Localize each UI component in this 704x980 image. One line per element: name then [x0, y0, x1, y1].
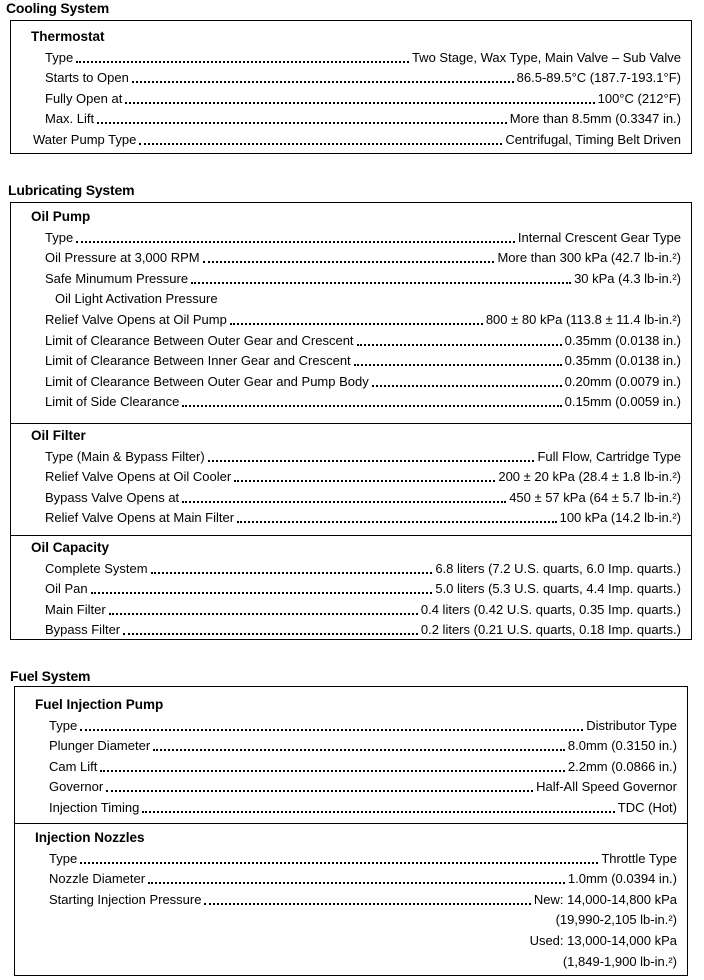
spec-row: [11, 351, 691, 372]
spec-label: Limit of Clearance Between Inner Gear and Crescent: [45, 353, 351, 369]
spec-label: Oil Pan: [45, 581, 88, 597]
spec-value: More than 8.5mm (0.3347 in.): [509, 111, 681, 127]
leader-dots: [182, 405, 561, 407]
spec-label: Bypass Filter: [45, 622, 121, 638]
spec-value: 2.2mm (0.0866 in.): [567, 758, 677, 774]
spec-value: TDC (Hot): [617, 799, 677, 815]
leader-dots: [100, 770, 564, 772]
pressure-continued-text: Used: 13,000-14,000 kPa: [529, 932, 677, 948]
cooling-system-box: [10, 20, 692, 154]
spec-value: 1.0mm (0.0394 in.): [567, 871, 677, 887]
spec-label: Type (Main & Bypass Filter): [45, 448, 205, 464]
spec-value: New: 14,000-14,800 kPa: [533, 891, 677, 907]
spec-value: 0.35mm (0.0138 in.): [564, 353, 681, 369]
leader-dots: [123, 633, 418, 635]
leader-dots: [357, 344, 562, 346]
spec-value: Internal Crescent Gear Type: [517, 229, 681, 245]
spec-value: 0.2 liters (0.21 U.S. quarts, 0.18 Imp. quarts.): [420, 622, 681, 638]
water-pump-label: Water Pump Type: [33, 131, 137, 147]
spec-row: [15, 797, 687, 818]
spec-row: [11, 248, 691, 269]
spec-row: [11, 309, 691, 330]
spec-label: Fully Open at: [45, 90, 123, 106]
spec-value: Full Flow, Cartridge Type: [537, 448, 681, 464]
spec-label: Starting Injection Pressure: [49, 891, 202, 907]
spec-row: [15, 777, 687, 798]
pressure-continued-text: (19,990-2,105 lb-in.²): [555, 912, 677, 928]
injection-nozzles-continued: [15, 910, 687, 972]
pressure-continued-text: (1,849-1,900 lb-in.²): [562, 953, 677, 969]
oil-filter-rows: [11, 446, 691, 528]
fuel-system-box: [14, 686, 688, 976]
oil-pump-section: [11, 203, 691, 423]
injection-pump-section: [15, 687, 687, 823]
spec-value: 6.8 liters (7.2 U.S. quarts, 6.0 Imp. quarts.): [435, 560, 681, 576]
thermostat-rows: [11, 47, 691, 129]
spec-value: 0.15mm (0.0059 in.): [564, 394, 681, 410]
spec-value: 5.0 liters (5.3 U.S. quarts, 4.4 Imp. quarts.): [435, 581, 681, 597]
spec-value: 30 kPa (4.3 lb-in.²): [574, 270, 681, 286]
spec-value: 100 kPa (14.2 lb-in.²): [559, 510, 681, 526]
leader-dots: [204, 903, 530, 905]
spec-value: 86.5-89.5°C (187.7-193.1°F): [516, 70, 681, 86]
spec-row: [11, 227, 691, 248]
spec-row: [11, 392, 691, 413]
leader-dots: [91, 592, 433, 594]
leader-dots: [148, 882, 565, 884]
spec-label: Max. Lift: [45, 111, 95, 127]
spec-row: [11, 467, 691, 488]
spec-row: [11, 109, 691, 130]
spec-row: [11, 620, 691, 641]
spec-value: 0.4 liters (0.42 U.S. quarts, 0.35 Imp. quarts.): [420, 601, 681, 617]
spec-label: Governor: [49, 779, 104, 795]
spec-value: Distributor Type: [586, 717, 677, 733]
leader-dots: [234, 480, 495, 482]
oil-light-note: [11, 289, 691, 310]
oil-filter-title: Oil Filter: [31, 428, 86, 443]
spec-label: Type: [45, 229, 74, 245]
spec-row: [11, 88, 691, 109]
spec-label: Injection Timing: [49, 799, 140, 815]
spec-row: [15, 889, 687, 910]
leader-dots: [151, 572, 433, 574]
spec-row: [15, 848, 687, 869]
leader-dots: [80, 862, 598, 864]
spec-value: 0.20mm (0.0079 in.): [564, 373, 681, 389]
spec-row: [15, 736, 687, 757]
leader-dots: [182, 501, 506, 503]
spec-label: Main Filter: [45, 601, 106, 617]
oil-capacity-title: Oil Capacity: [31, 540, 110, 555]
spec-row: [11, 579, 691, 600]
injection-nozzles-rows: [15, 848, 687, 910]
spec-value: 8.0mm (0.3150 in.): [567, 738, 677, 754]
spec-row: [15, 756, 687, 777]
spec-value: More than 300 kPa (42.7 lb-in.²): [497, 250, 681, 266]
spec-label: Limit of Clearance Between Outer Gear and Crescent: [45, 332, 354, 348]
spec-label: Safe Minumum Pressure: [45, 270, 189, 286]
spec-label: Type: [49, 850, 78, 866]
spec-value: Two Stage, Wax Type, Main Valve – Sub Valve: [411, 49, 681, 65]
spec-row: [11, 487, 691, 508]
injection-pump-rows: [15, 715, 687, 818]
leader-dots: [132, 81, 514, 83]
spec-label: Starts to Open: [45, 70, 129, 86]
spec-row: [15, 715, 687, 736]
spec-row: [15, 869, 687, 890]
spec-value: 0.35mm (0.0138 in.): [564, 332, 681, 348]
spec-row: [11, 330, 691, 351]
spec-row: [11, 47, 691, 68]
leader-dots: [142, 811, 614, 813]
injection-pump-title: Fuel Injection Pump: [35, 697, 164, 712]
leader-dots: [237, 521, 557, 523]
spec-label: Complete System: [45, 560, 148, 576]
spec-label: Plunger Diameter: [49, 738, 151, 754]
injection-nozzles-section: [15, 823, 687, 972]
pressure-continued-row: [15, 930, 687, 951]
leader-dots: [191, 282, 571, 284]
spec-row: [11, 558, 691, 579]
injection-nozzles-title: Injection Nozzles: [35, 830, 145, 845]
spec-row: [11, 68, 691, 89]
spec-label: Type: [49, 717, 78, 733]
leader-dots: [76, 241, 515, 243]
oil-pump-rows: [11, 227, 691, 289]
spec-value: 800 ± 80 kPa (113.8 ± 11.4 lb-in.²): [485, 311, 681, 327]
leader-dots: [76, 61, 409, 63]
spec-label: Oil Pressure at 3,000 RPM: [45, 250, 200, 266]
spec-label: Type: [45, 49, 74, 65]
spec-label: Nozzle Diameter: [49, 871, 146, 887]
leader-dots: [80, 729, 583, 731]
spec-label: Relief Valve Opens at Main Filter: [45, 510, 235, 526]
spec-row: [11, 371, 691, 392]
spec-value: 450 ± 57 kPa (64 ± 5.7 lb-in.²): [509, 489, 681, 505]
leader-dots: [97, 122, 507, 124]
leader-dots: [153, 749, 565, 751]
leader-dots: [109, 613, 418, 615]
pressure-continued-row: [15, 910, 687, 931]
spec-label: Relief Valve Opens at Oil Cooler: [45, 469, 232, 485]
leader-dots: [354, 364, 562, 366]
leader-dots: [203, 261, 495, 263]
spec-row: [11, 508, 691, 529]
spec-value: 100°C (212°F): [597, 90, 681, 106]
spec-row: [11, 599, 691, 620]
oil-light-note-text: Oil Light Activation Pressure: [55, 291, 218, 307]
oil-capacity-section: [11, 535, 691, 640]
spec-label: Relief Valve Opens at Oil Pump: [45, 311, 227, 327]
spec-label: Bypass Valve Opens at: [45, 489, 180, 505]
spec-value: Throttle Type: [601, 850, 677, 866]
spec-label: Limit of Side Clearance: [45, 394, 180, 410]
leader-dots: [372, 385, 562, 387]
oil-capacity-rows: [11, 558, 691, 640]
leader-dots: [139, 143, 502, 145]
oil-filter-section: [11, 423, 691, 535]
water-pump-value: Centrifugal, Timing Belt Driven: [505, 131, 681, 147]
fuel-system-title: Fuel System: [10, 668, 91, 684]
lubricating-system-box: [10, 202, 692, 640]
leader-dots: [125, 102, 594, 104]
spec-row: [11, 446, 691, 467]
leader-dots: [106, 790, 533, 792]
spec-label: Cam Lift: [49, 758, 98, 774]
spec-label: Limit of Clearance Between Outer Gear and Pump Body: [45, 373, 369, 389]
water-pump-row: [11, 129, 691, 150]
cooling-system-title: Cooling System: [6, 0, 109, 16]
oil-pump-title: Oil Pump: [31, 209, 91, 224]
spec-value: Half-All Speed Governor: [536, 779, 677, 795]
spec-value: 200 ± 20 kPa (28.4 ± 1.8 lb-in.²): [498, 469, 681, 485]
thermostat-title: Thermostat: [31, 29, 105, 44]
oil-pump-rows-2: [11, 309, 691, 412]
leader-dots: [208, 460, 535, 462]
lubricating-system-title: Lubricating System: [8, 182, 135, 198]
leader-dots: [230, 323, 483, 325]
spec-row: [11, 268, 691, 289]
pressure-continued-row: [15, 951, 687, 972]
